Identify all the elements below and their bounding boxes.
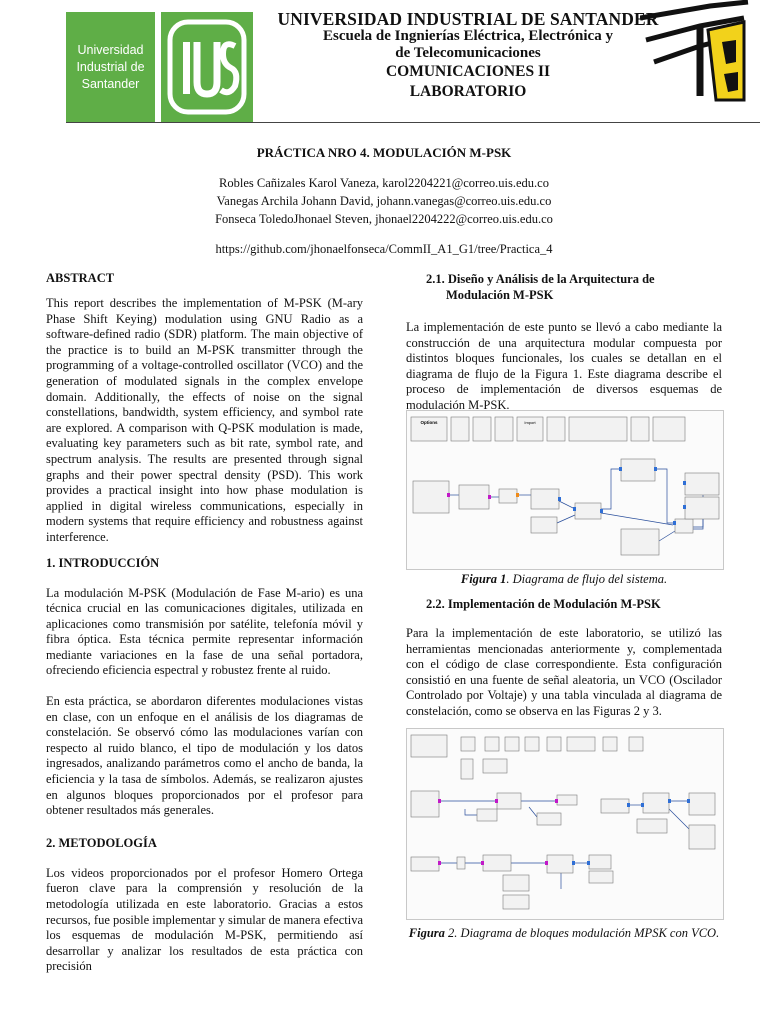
figure-1-flowgraph [406, 410, 724, 570]
header-titles [258, 10, 678, 102]
university-name: UNIVERSIDAD INDUSTRIAL DE SANTANDER [277, 9, 659, 29]
section-2-1-heading-line-1: 2.1. Diseño y Análisis de la Arquitectura de [426, 272, 655, 286]
school-line-1: Escuela de Ingnierías Eléctrica, Electrónica y [323, 28, 613, 44]
section-2-1-heading [406, 271, 722, 303]
section-2-2-text: Para la implementación de este laboratorio, se utilizó las herramientas mencionadas anteriormente y, complementada con el código de clase correspondiente. Esta configuración consistió en una fuente de señal aleatoria, un VCO (Oscilador Controlado por Voltaje) y una tabla vinculada al diagrama de constelación, como se observa en las Figuras 2 y 3. [406, 626, 722, 718]
figure-1-caption [406, 572, 722, 587]
intro-heading: 1. INTRODUCCIÓN [46, 555, 160, 570]
course-name: COMUNICACIONES II [385, 63, 551, 80]
figure-2-caption-text: 2. Diagrama de bloques modulación MPSK con VCO. [444, 926, 720, 940]
e3t-logo-icon [640, 0, 752, 104]
svg-text:Import: Import [524, 420, 536, 425]
figure-2-blocks [411, 791, 715, 909]
abstract-text: This report describes the implementation of M-PSK (M-ary Phase Shift Keying) modulation using GNU Radio as a software-defined radio (SDR) platform. The main objective of the practice is to build an M-PSK transmitter through the programming of a voltage-controlled oscillator (VCO) and the generation of modulated signals in the complex envelope domain. Additionally, the effects of noise on the signal constellations, bandwidth, system efficiency, and symbol rate are explored. A comparison with Q-PSK modulation is made, evaluating key parameters such as bit rate, symbol rate, and spectrum analysis. The results are presented through signal graphs and their power spectral density (PSD). This work provides a practical insight into how phase modulation is applied in digital wireless communications, especially in modern systems that require efficiency and robustness against interference. [46, 296, 363, 544]
logo-text-line-3: Santander [81, 76, 140, 91]
author-2: Vanegas Archila Johann David, johann.vanegas@correo.uis.edu.co [216, 194, 552, 208]
figure-2-block-diagram [406, 728, 724, 920]
school-line-2: de Telecomunicaciones [395, 45, 541, 61]
figure-2-label: Figura [408, 926, 445, 940]
figure-2-caption [406, 926, 722, 941]
logo-text-line-2: Industrial de [76, 59, 145, 74]
paper-title: PRÁCTICA NRO 4. MODULACIÓN M-PSK [256, 145, 512, 160]
section-2-1-heading-line-2: Modulación M-PSK [446, 288, 554, 302]
lab-label: LABORATORIO [409, 83, 527, 100]
svg-text:Options: Options [420, 420, 438, 425]
repository-link[interactable]: https://github.com/jhonaelfonseca/CommII_A1_G1/tree/Practica_4 [215, 242, 553, 256]
intro-paragraph-1: La modulación M-PSK (Modulación de Fase M-ario) es una técnica crucial en las comunicaciones digitales, utilizada en aplicaciones como transmisión por satélite, telefonía móvil y fibra óptica. Esta técnica permite representar información mediante variaciones en la fase de una señal portadora, ofreciendo eficiencia espectral y robustez frente al ruido. [46, 585, 363, 678]
intro-paragraph-2: En esta práctica, se abordaron diferentes modulaciones vistas en clase, con un enfoque en el análisis de los diagramas de constelación. Se observó cómo las modulaciones varían con respecto al ruido blanco, el tipo de modulación y los datos ingresados, analizando parámetros como el ancho de banda, la eficiencia y la tasa de símbolos. Además, se realizaron ajustes en algunos bloques proporcionados por el profesor para obtener resultados más generales. [46, 694, 363, 818]
header-divider [66, 122, 760, 123]
abstract-heading: ABSTRACT [46, 271, 115, 285]
method-heading: 2. METODOLOGÍA [46, 835, 157, 850]
logo-text-line-1: Universidad [77, 42, 144, 57]
author-1: Robles Cañizales Karol Vaneza, karol2204221@correo.uis.edu.co [219, 176, 549, 190]
figure-1-caption-text: . Diagrama de flujo del sistema. [506, 572, 668, 586]
method-paragraph-1: Los videos proporcionados por el profesor Homero Ortega fueron clave para la comprensión y resolución de la metodología utilizada en este laboratorio. Gracias a estos recursos, fue posible implementar y simular de manera efectiva los esquemas de modulación M-PSK, permitiendo así desarrollar y analizar los resultados de esta práctica con precisión [46, 865, 363, 974]
figure-2-variable-blocks [411, 735, 643, 779]
figure-2-wires [439, 801, 689, 889]
author-3: Fonseca ToledoJhonael Steven, jhonael2204222@correo.uis.edu.co [215, 212, 553, 226]
section-2-1-text: La implementación de este punto se llevó a cabo mediante la construcción de una arquitectura modular compuesta por distintos bloques funcionales, los cuales se detallan en el diagrama de flujo de la Figura 1. Este diagrama describe el proceso de implementación de diversos esquemas de modulación M-PSK. [406, 320, 722, 412]
flowgraph-blocks [413, 459, 719, 555]
left-column [46, 270, 363, 975]
flowgraph-variable-blocks [411, 417, 685, 441]
uis-logo-icon [161, 12, 253, 122]
figure-1-label: Figura 1 [460, 572, 507, 586]
section-2-2-heading: 2.2. Implementación de Modulación M-PSK [426, 597, 661, 611]
university-logo-text [66, 12, 155, 122]
